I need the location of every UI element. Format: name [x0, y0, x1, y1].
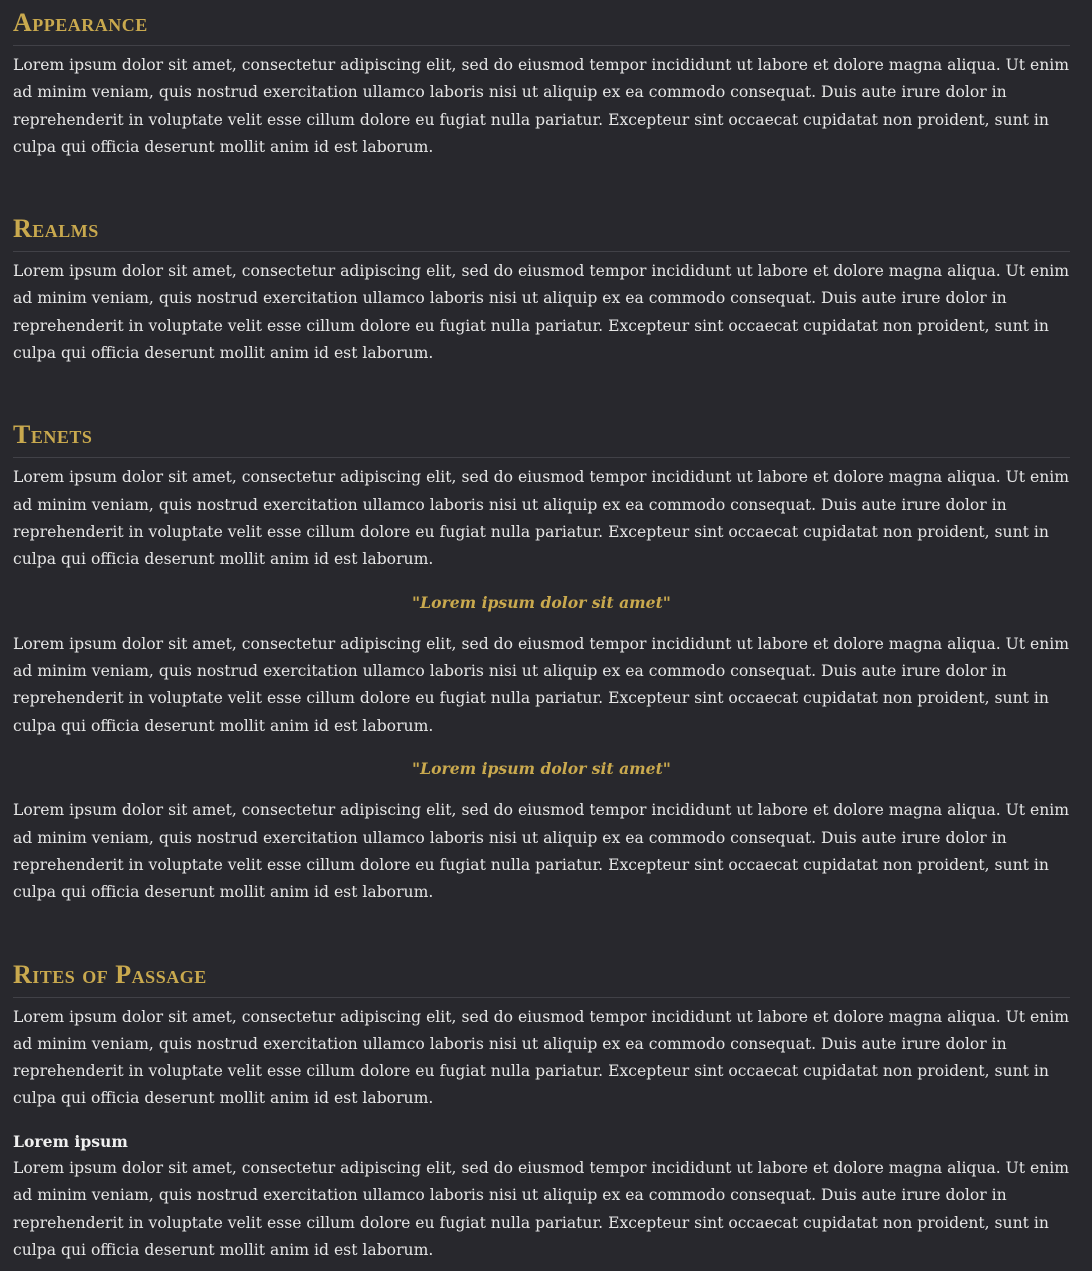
section-heading-divider: [13, 206, 1070, 252]
section-appearance: [13, 0, 1070, 161]
paragraph: Lorem ipsum dolor sit amet, consectetur adipiscing elit, sed do eiusmod tempor incididunt ut labore et dolore magna aliqua. Ut enim ad minim veniam, quis nostrud exercitation ullamco laboris nisi ut aliquip ex ea commodo consequat. Duis aute irure dolor in reprehenderit in voluptate velit esse cillum dolore eu fugiat nulla pariatur. Excepteur sint occaecat cupidatat non proident, sunt in culpa qui officia deserunt mollit anim id est laborum.: [13, 468, 1070, 569]
subsection-heading: Lorem ipsum: [13, 1131, 128, 1151]
section-heading-divider: [13, 952, 1070, 998]
document: [13, 0, 1070, 1264]
section-tenets: [13, 412, 1070, 906]
section-heading: Tenets: [13, 420, 93, 450]
section-heading: Realms: [13, 214, 99, 244]
paragraph: Lorem ipsum dolor sit amet, consectetur adipiscing elit, sed do eiusmod tempor incididunt ut labore et dolore magna aliqua. Ut enim ad minim veniam, quis nostrud exercitation ullamco laboris nisi ut aliquip ex ea commodo consequat. Duis aute irure dolor in reprehenderit in voluptate velit esse cillum dolore eu fugiat nulla pariatur. Excepteur sint occaecat cupidatat non proident, sunt in culpa qui officia deserunt mollit anim id est laborum.: [13, 56, 1070, 156]
section-heading-divider: [13, 0, 1070, 46]
section-realms: [13, 206, 1070, 367]
paragraph: Lorem ipsum dolor sit amet, consectetur adipiscing elit, sed do eiusmod tempor incididunt ut labore et dolore magna aliqua. Ut enim ad minim veniam, quis nostrud exercitation ullamco laboris nisi ut aliquip ex ea commodo consequat. Duis aute irure dolor in reprehenderit in voluptate velit esse cillum dolore eu fugiat nulla pariatur. Excepteur sint occaecat cupidatat non proident, sunt in culpa qui officia deserunt mollit anim id est laborum.: [13, 1159, 1070, 1259]
section-heading: Rites of Passage: [13, 959, 207, 989]
paragraph: Lorem ipsum dolor sit amet, consectetur adipiscing elit, sed do eiusmod tempor incididunt ut labore et dolore magna aliqua. Ut enim ad minim veniam, quis nostrud exercitation ullamco laboris nisi ut aliquip ex ea commodo consequat. Duis aute irure dolor in reprehenderit in voluptate velit esse cillum dolore eu fugiat nulla pariatur. Excepteur sint occaecat cupidatat non proident, sunt in culpa qui officia deserunt mollit anim id est laborum.: [13, 801, 1070, 902]
section-heading: Appearance: [13, 8, 148, 37]
section-spacer: [13, 922, 1070, 952]
section-rites-of-passage: [13, 952, 1070, 1265]
section-spacer: [13, 176, 1070, 206]
paragraph: Lorem ipsum dolor sit amet, consectetur adipiscing elit, sed do eiusmod tempor incididunt ut labore et dolore magna aliqua. Ut enim ad minim veniam, quis nostrud exercitation ullamco laboris nisi ut aliquip ex ea commodo consequat. Duis aute irure dolor in reprehenderit in voluptate velit esse cillum dolore eu fugiat nulla pariatur. Excepteur sint occaecat cupidatat non proident, sunt in culpa qui officia deserunt mollit anim id est laborum.: [13, 1007, 1070, 1108]
paragraph: Lorem ipsum dolor sit amet, consectetur adipiscing elit, sed do eiusmod tempor incididunt ut labore et dolore magna aliqua. Ut enim ad minim veniam, quis nostrud exercitation ullamco laboris nisi ut aliquip ex ea commodo consequat. Duis aute irure dolor in reprehenderit in voluptate velit esse cillum dolore eu fugiat nulla pariatur. Excepteur sint occaecat cupidatat non proident, sunt in culpa qui officia deserunt mollit anim id est laborum.: [13, 634, 1070, 735]
section-heading-divider: [13, 412, 1070, 458]
section-spacer: [13, 382, 1070, 412]
subsection: [13, 1128, 1070, 1264]
pull-quote: "Lorem ipsum dolor sit amet": [412, 592, 671, 612]
pull-quote: "Lorem ipsum dolor sit amet": [412, 759, 671, 779]
paragraph: Lorem ipsum dolor sit amet, consectetur adipiscing elit, sed do eiusmod tempor incididunt ut labore et dolore magna aliqua. Ut enim ad minim veniam, quis nostrud exercitation ullamco laboris nisi ut aliquip ex ea commodo consequat. Duis aute irure dolor in reprehenderit in voluptate velit esse cillum dolore eu fugiat nulla pariatur. Excepteur sint occaecat cupidatat non proident, sunt in culpa qui officia deserunt mollit anim id est laborum.: [13, 262, 1070, 363]
